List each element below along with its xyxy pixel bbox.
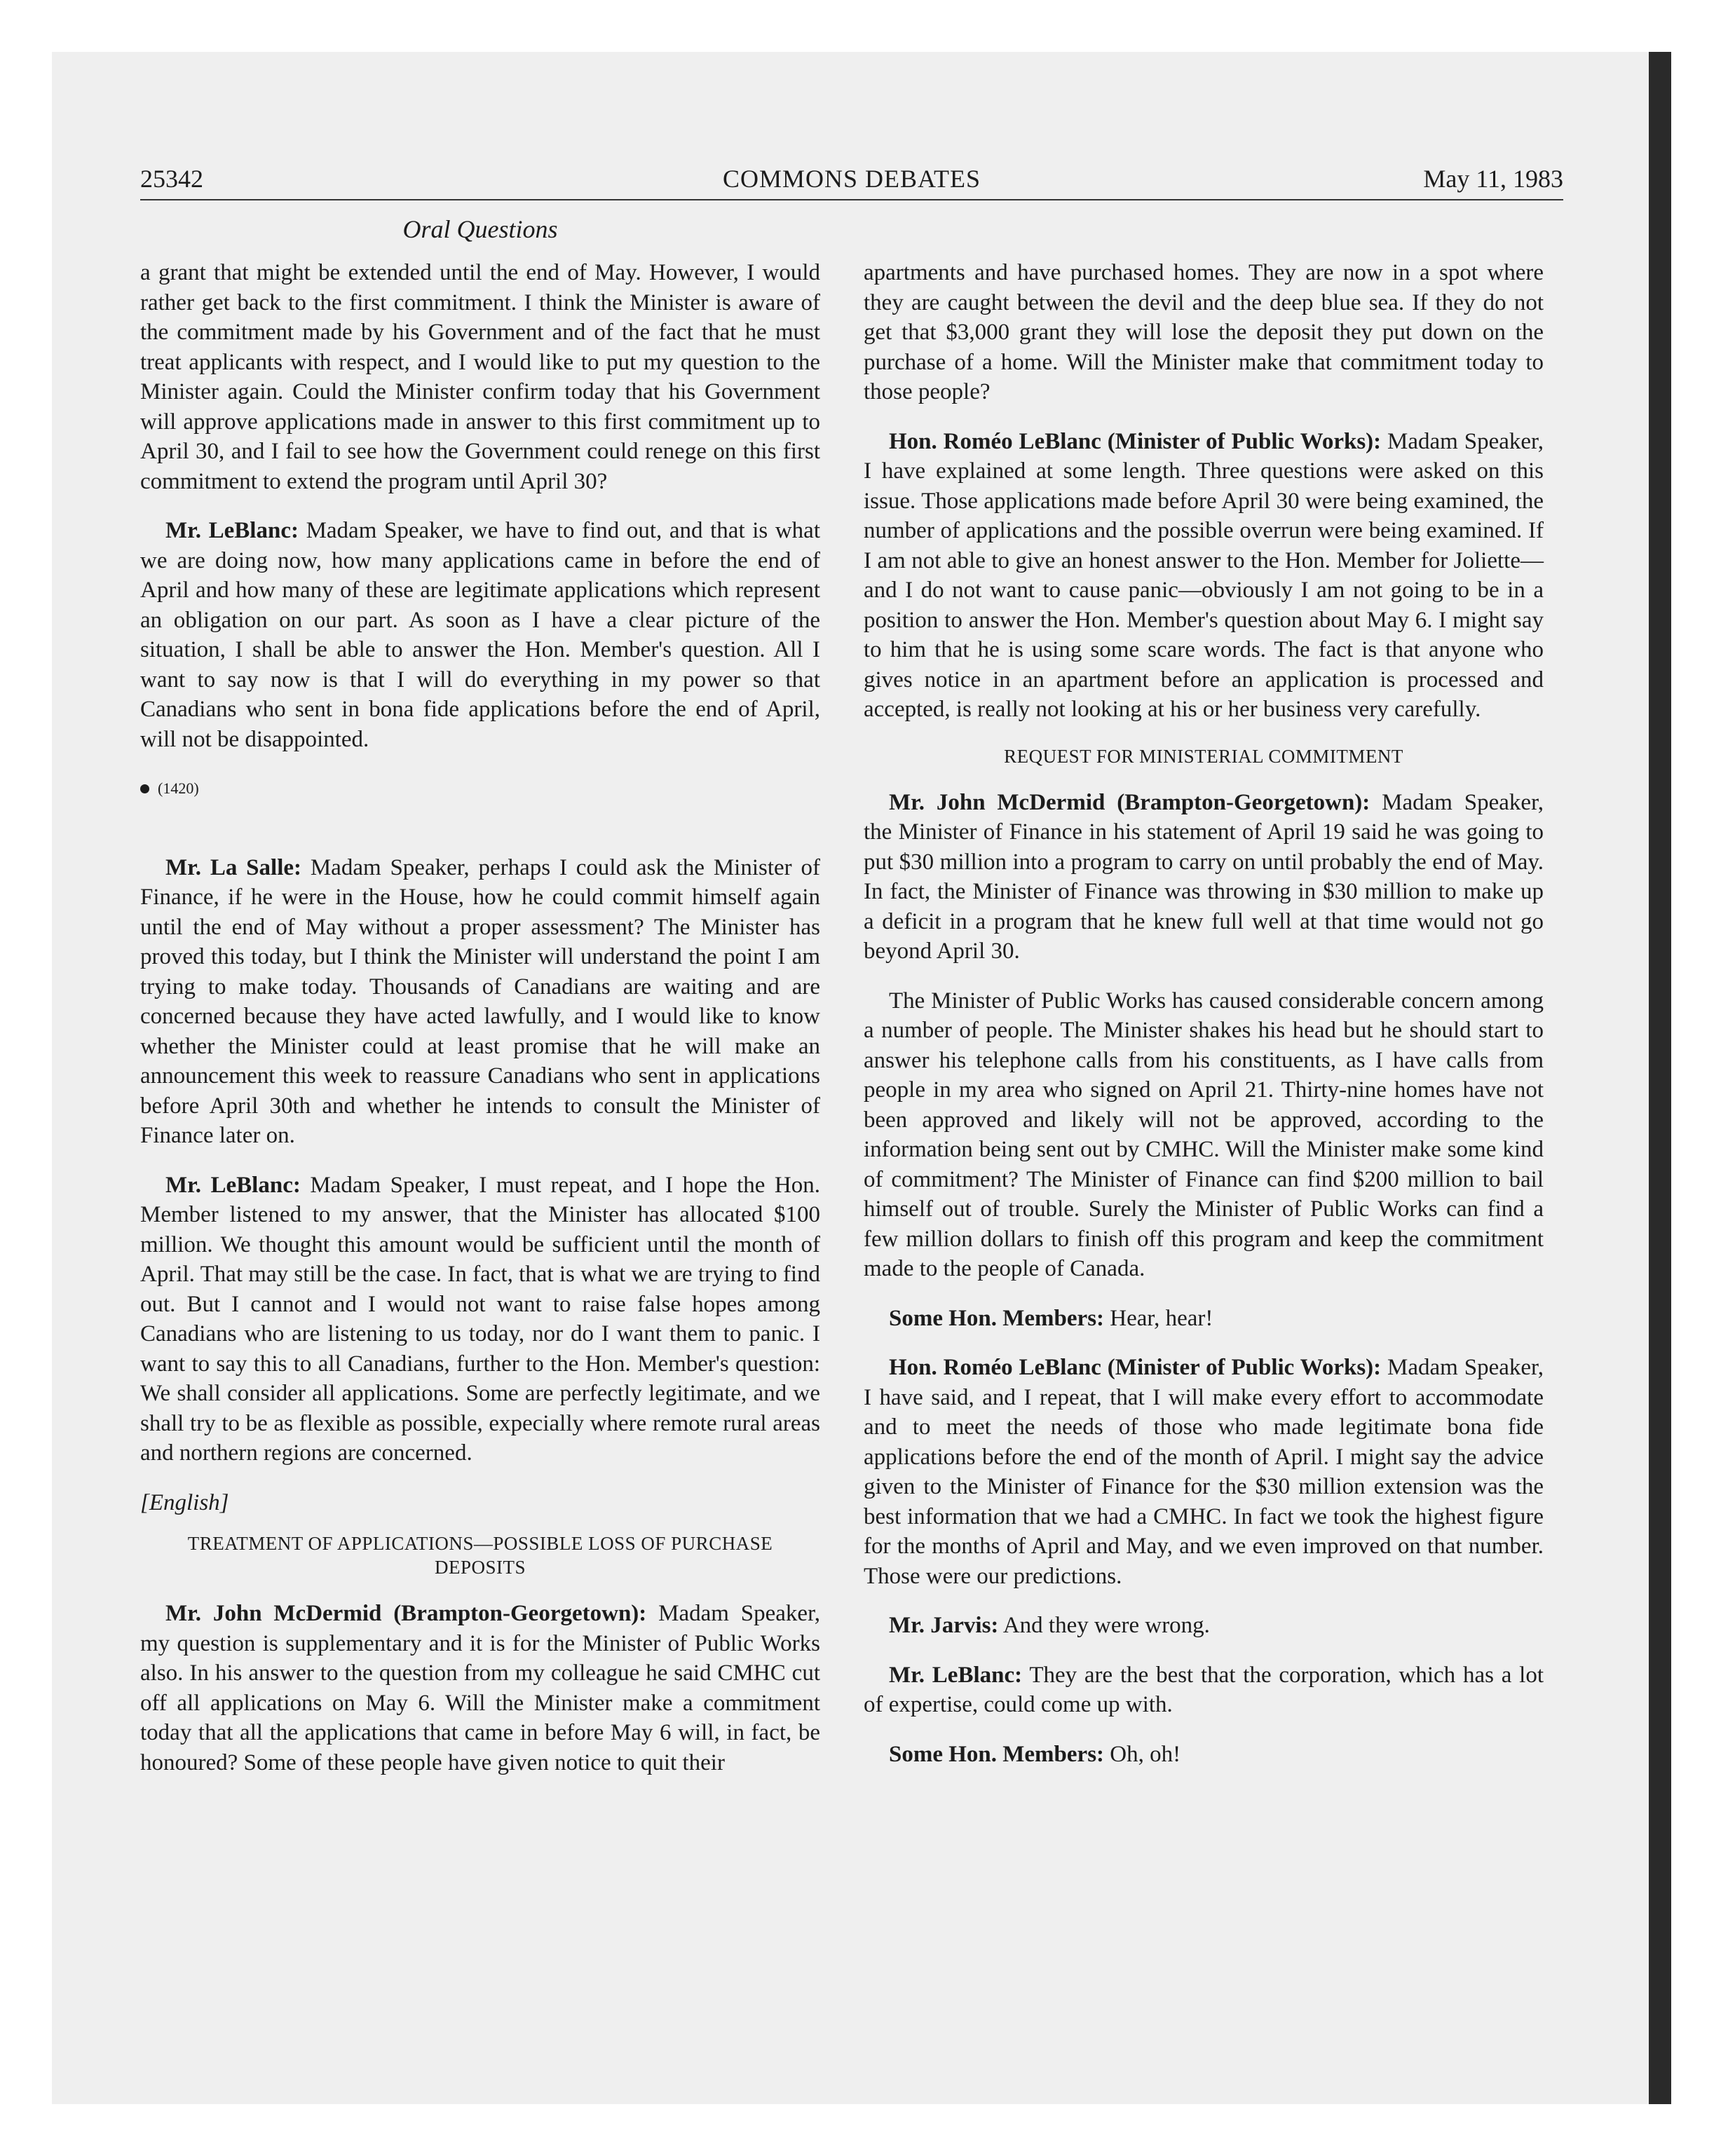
speech-text: And they were wrong. <box>998 1613 1210 1638</box>
speech-text: Madam Speaker, the Minister of Finance in his statement of April 19 said he was going to put $30 million into a program to carry on until probably the end of May. In fact, the Minister of Finance was throwing in $30 million to make up a deficit in a program that he knew full well at that time would not go beyond April 30. <box>864 789 1544 964</box>
right-column <box>864 258 1544 1789</box>
paragraph <box>864 1611 1544 1641</box>
paragraph: apartments and have purchased homes. They are now in a spot where they are caught between the devil and the deep blue sea. If they do not get that $3,000 grant they will lose the deposit they put down on the purchase of a home. Will the Minister make that commitment today to those people? <box>864 260 1544 404</box>
paragraph <box>864 1353 1544 1591</box>
speech-text: Madam Speaker, my question is supplementary and it is for the Minister of Public Works also. In his answer to the question from my colleague he said CMHC cut off all applications on May 6. Will the Minister make a commitment today that all the applications that came in before May 6 will, in fact, be honoured? Some of these people have given notice to quit their <box>140 1601 820 1775</box>
section-label: Oral Questions <box>402 215 558 243</box>
paragraph <box>140 1171 820 1468</box>
paragraph <box>864 788 1544 967</box>
paragraph <box>864 1304 1544 1334</box>
paragraph <box>864 1740 1544 1770</box>
speaker-name: Mr. John McDermid (Brampton-Georgetown): <box>889 789 1370 815</box>
left-column <box>140 258 820 1797</box>
speech-text: Oh, oh! <box>1104 1741 1181 1767</box>
paragraph <box>140 853 820 1151</box>
paragraph <box>140 1599 820 1778</box>
page-number: 25342 <box>140 165 203 193</box>
speaker-name: Hon. Roméo LeBlanc (Minister of Public Works): <box>889 1355 1382 1380</box>
section-heading: TREATMENT OF APPLICATIONS—POSSIBLE LOSS OF PURCHASE DEPOSITS <box>187 1533 773 1578</box>
language-label: [English] <box>140 1489 229 1515</box>
scan-edge-shadow <box>1649 52 1671 2104</box>
speech-text: They are the best that the corporation, which has a lot of expertise, could come up with. <box>864 1662 1544 1717</box>
paragraph <box>864 427 1544 725</box>
speech-text: Madam Speaker, I have explained at some length. Three questions were asked on this issue. Those applications made before April 30 were being examined, the number of applications and the possible overrun were being examined. If I am not able to give an honest answer to the Hon. Member for Joliette—and I do not want to cause panic—obviously I am not going to be in a position to answer the Hon. Member's question about May 6. I might say to him that he is using some scare words. The fact is that anyone who gives notice in an apartment before an application is processed and accepted, is really not looking at his or her business very carefully. <box>864 428 1544 722</box>
speech-text: Madam Speaker, perhaps I could ask the Minister of Finance, if he were in the House, how he could commit himself again until the end of May without a proper assessment? The Minister has proved this today, but I think the Minister will understand the point I am trying to make today. Thousands of Canadians are waiting and are concerned because they have acted lawfully, and I would like to know whether the Minister could at least promise that he will make an announcement this week to reassure Canadians who sent in applications before April 30th and whether he intends to consult the Minister of Finance later on. <box>140 854 820 1148</box>
paragraph <box>864 1660 1544 1720</box>
time-marker-text: (1420) <box>158 779 199 797</box>
speech-text: Madam Speaker, I must repeat, and I hope the Hon. Member listened to my answer, that the Minister has allocated $100 million. We thought this amount would be sufficient until the month of April. That may still be the case. In fact, that is what we are trying to find out. But I cannot and I would not want to raise false hopes among Canadians who are listening to us today, nor do I want them to panic. I want to say this to all Canadians, further to the Hon. Member's question: We shall consider all applications. Some are perfectly legitimate, and we shall try to be as flexible as possible, expecially where remote rural areas and northern regions are concerned. <box>140 1172 821 1466</box>
publication-title: COMMONS DEBATES <box>722 165 981 193</box>
time-marker <box>140 774 820 804</box>
paragraph <box>140 516 820 754</box>
speech-text: Madam Speaker, we have to find out, and that is what we are doing now, how many applications came in before the end of April and how many of these are legitimate applications which represent an obligation on our part. As soon as I have a clear picture of the situation, I shall be able to answer the Hon. Member's question. All I want to say now is that I will do everything in my power so that Canadians who sent in bona fide applications before the end of April, will not be disappointed. <box>140 518 820 752</box>
speaker-name: Mr. La Salle: <box>165 854 301 880</box>
speaker-name: Mr. Jarvis: <box>889 1613 999 1638</box>
speech-text: Madam Speaker, I have said, and I repeat, that I will make every effort to accommodate and to meet the needs of those who made legitimate bona fide applications before the end of the month of April. I might say the advice given to the Minister of Finance for the $30 million extension was the best information that we had a CMHC. In fact we took the highest figure for the months of April and May, and we even improved on that number. Those were our predictions. <box>864 1355 1544 1589</box>
section-heading: REQUEST FOR MINISTERIAL COMMITMENT <box>1004 745 1403 767</box>
speaker-name: Mr. LeBlanc: <box>165 1172 301 1198</box>
speaker-name: Mr. LeBlanc: <box>889 1662 1023 1688</box>
speaker-name: Mr. John McDermid (Brampton-Georgetown): <box>165 1601 647 1626</box>
bullet-icon <box>140 784 149 793</box>
paragraph: The Minister of Public Works has caused considerable concern among a number of people. The Minister shakes his head but he should start to answer his telephone calls from his constituents, as I have calls from people in my area who signed on April 21. Thirty-nine homes have not been approved and likely will not be approved, according to the information being sent out by CMHC. Will the Minister make some kind of commitment? The Minister of Finance can find $200 million to bail himself out of trouble. Surely the Minister of Public Works can find a few million dollars to finish off this program and keep the commitment made to the people of Canada. <box>864 988 1544 1281</box>
speech-text: Hear, hear! <box>1104 1305 1213 1331</box>
speaker-name: Some Hon. Members: <box>889 1305 1105 1331</box>
page-date: May 11, 1983 <box>1423 165 1563 193</box>
speaker-name: Hon. Roméo LeBlanc (Minister of Public Works): <box>889 428 1382 454</box>
speaker-name: Some Hon. Members: <box>889 1741 1105 1767</box>
speaker-name: Mr. LeBlanc: <box>165 518 299 543</box>
page-header <box>140 164 1563 200</box>
paragraph: a grant that might be extended until the end of May. However, I would rather get back to the first commitment. I think the Minister is aware of the commitment made by his Government and of the fact that he must treat applicants with respect, and I would like to put my question to the Minister again. Could the Minister confirm today that his Government will approve applications made in answer to this first commitment up to April 30, and I fail to see how the Government could renege on this first commitment to extend the program until April 30? <box>140 260 820 494</box>
